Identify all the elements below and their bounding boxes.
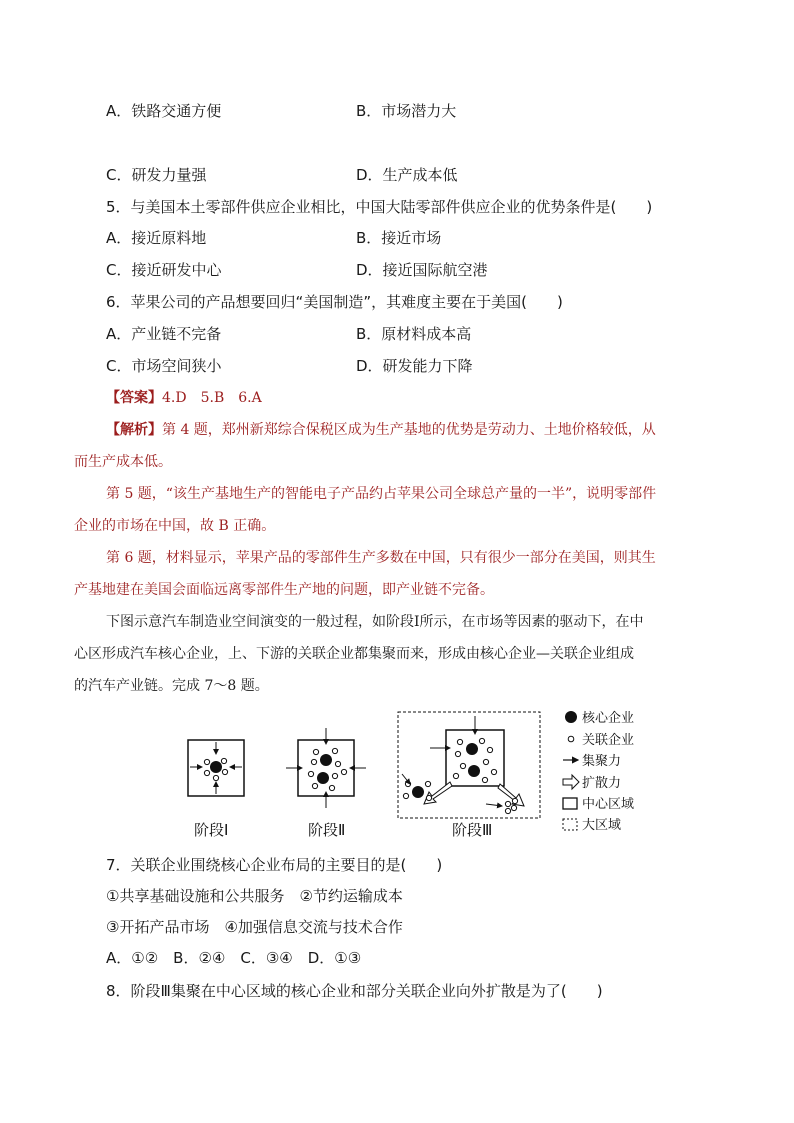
legend-core-symbol — [565, 711, 577, 723]
passage-line-2: 心区形成汽车核心企业，上、下游的关联企业都集聚而来，形成由核心企业—关联企业组成 — [74, 646, 634, 662]
q7-stem: 7．关联企业围绕核心企业布局的主要目的是( ) — [106, 856, 443, 874]
legend-core-label: 核心企业 — [582, 711, 635, 726]
q6-option-c: C．市场空间狭小 — [106, 357, 222, 375]
analysis-line-4: 企业的市场在中国，故 B 正确。 — [74, 518, 276, 534]
q6-option-a: A．产业链不完备 — [106, 325, 222, 343]
q7-choices: A．①② B．②④ C．③④ D．①③ — [106, 949, 362, 967]
stage-2-diagram — [286, 728, 366, 808]
legend-related-symbol — [568, 736, 574, 742]
figure-legend — [563, 710, 634, 833]
legend-agglomeration-label: 集聚力 — [582, 754, 622, 769]
legend-related-label: 关联企业 — [582, 733, 635, 748]
passage-line-1: 下图示意汽车制造业空间演变的一般过程，如阶段Ⅰ所示，在市场等因素的驱动下，在中 — [106, 614, 644, 630]
stage-3-diagram — [398, 712, 540, 818]
q4-option-c: C．研发力量强 — [106, 166, 207, 184]
analysis-line-6: 产基地建在美国会面临远离零部件生产地的问题，即产业链不完备。 — [74, 582, 494, 598]
q5-option-a: A．接近原料地 — [106, 229, 207, 247]
answer-line — [106, 388, 262, 408]
legend-center-region-label: 中心区域 — [582, 797, 635, 812]
stage-3-label: 阶段Ⅲ — [452, 821, 493, 839]
q6-stem: 6．苹果公司的产品想要回归“美国制造”，其难度主要在于美国( ) — [106, 293, 563, 311]
answer-tag: 【答案】 — [106, 390, 162, 406]
analysis-line-5: 第 6 题，材料显示，苹果产品的零部件生产多数在中国，只有很少一部分在美国，则其生 — [106, 550, 656, 566]
stage-1-label: 阶段Ⅰ — [194, 821, 229, 839]
q5-stem: 5．与美国本土零部件供应企业相比，中国大陆零部件供应企业的优势条件是( ) — [106, 198, 653, 216]
legend-diffusion-arrow — [563, 775, 579, 789]
analysis-line-3: 第 5 题，“该生产基地生产的智能电子产品约占苹果公司全球总产量的一半”，说明零部件 — [106, 486, 657, 502]
q4-option-d: D．生产成本低 — [356, 166, 458, 184]
q6-option-b: B．原材料成本高 — [356, 325, 472, 343]
passage-line-3: 的汽车产业链。完成 7～8 题。 — [74, 678, 269, 694]
analysis-line-2: 而生产成本低。 — [74, 454, 172, 470]
industry-evolution-figure — [180, 704, 650, 844]
analysis-line-1 — [106, 420, 656, 440]
q7-options-line-1: ①共享基础设施和公共服务 ②节约运输成本 — [106, 887, 403, 905]
legend-large-region-label: 大区域 — [582, 818, 622, 833]
q5-option-b: B．接近市场 — [356, 229, 442, 247]
q7-options-line-2: ③开拓产品市场 ④加强信息交流与技术合作 — [106, 918, 403, 936]
answer-text: 4.D 5.B 6.A — [162, 390, 262, 406]
analysis-text-1: 第 4 题，郑州新郑综合保税区成为生产基地的优势是劳动力、土地价格较低，从 — [162, 422, 656, 438]
legend-large-region-symbol — [563, 819, 577, 830]
q4-option-b: B．市场潜力大 — [356, 102, 457, 120]
q5-option-d: D．接近国际航空港 — [356, 261, 488, 279]
q5-option-c: C．接近研发中心 — [106, 261, 222, 279]
analysis-tag: 【解析】 — [106, 422, 162, 438]
legend-center-region-symbol — [563, 798, 577, 809]
q6-option-d: D．研发能力下降 — [356, 357, 473, 375]
stage-2-label: 阶段Ⅱ — [308, 821, 346, 839]
stage-1-diagram — [188, 740, 244, 796]
legend-diffusion-label: 扩散力 — [582, 776, 622, 791]
q4-option-a: A．铁路交通方便 — [106, 102, 222, 120]
q8-stem: 8．阶段Ⅲ集聚在中心区域的核心企业和部分关联企业向外扩散是为了( ) — [106, 982, 603, 1000]
